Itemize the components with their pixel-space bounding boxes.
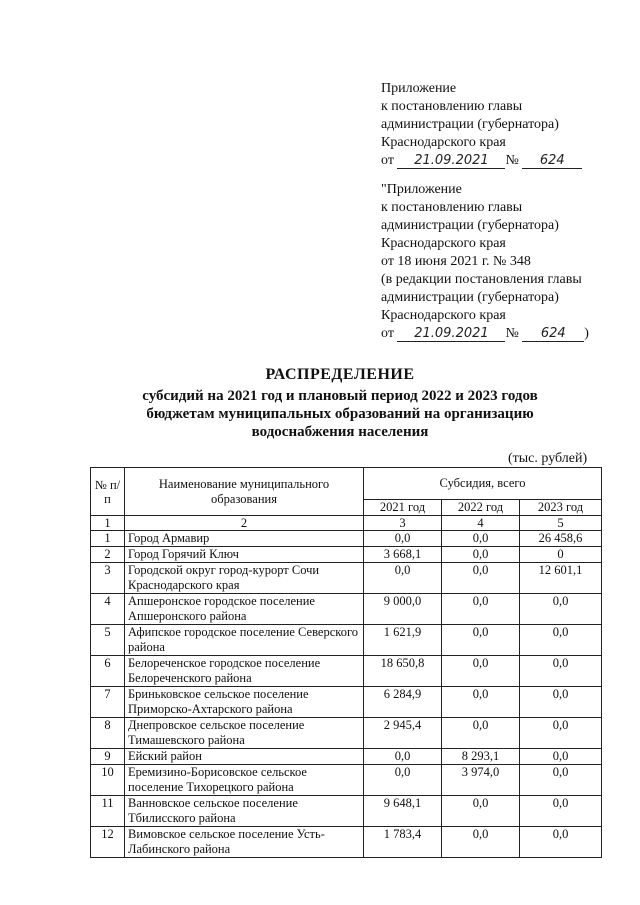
row-name: Городской округ город-курорт Сочи Краснодарского края bbox=[125, 563, 364, 594]
value-2023: 0,0 bbox=[520, 718, 602, 749]
table-row bbox=[91, 594, 602, 625]
row-number: 6 bbox=[91, 656, 125, 687]
header-year-2021: 2021 год bbox=[364, 500, 442, 516]
row-name: Еремизино-Борисовское сельское поселение Тихорецкого района bbox=[125, 765, 364, 796]
header-num: № п/п bbox=[91, 468, 125, 516]
appendix-line: Краснодарского края bbox=[381, 308, 506, 323]
appendix-line: Краснодарского края bbox=[381, 135, 506, 150]
appendix-header bbox=[381, 80, 582, 170]
subtitle-line: бюджетам муниципальных образований на организацию bbox=[146, 406, 534, 422]
value-2022: 0,0 bbox=[442, 563, 520, 594]
column-number-row bbox=[91, 516, 602, 531]
value-2021: 0,0 bbox=[364, 563, 442, 594]
value-2022: 0,0 bbox=[442, 796, 520, 827]
document-title: РАСПРЕДЕЛЕНИЕ bbox=[265, 366, 415, 383]
appendix-date-line bbox=[381, 152, 582, 170]
column-number: 5 bbox=[520, 516, 602, 531]
header-name: Наименование муниципального образования bbox=[125, 468, 364, 516]
value-2021: 9 648,1 bbox=[364, 796, 442, 827]
row-number: 10 bbox=[91, 765, 125, 796]
value-2022: 0,0 bbox=[442, 687, 520, 718]
table-row bbox=[91, 625, 602, 656]
value-2021: 1 621,9 bbox=[364, 625, 442, 656]
value-2021: 2 945,4 bbox=[364, 718, 442, 749]
value-2022: 0,0 bbox=[442, 531, 520, 547]
row-number: 11 bbox=[91, 796, 125, 827]
from-label: от bbox=[381, 153, 394, 168]
value-2021: 0,0 bbox=[364, 749, 442, 765]
row-name: Ейский район bbox=[125, 749, 364, 765]
row-number: 9 bbox=[91, 749, 125, 765]
handwritten-number: 624 bbox=[522, 154, 582, 169]
table-row bbox=[91, 827, 602, 858]
subtitle-line: водоснабжения населения bbox=[251, 424, 429, 440]
subsidy-table bbox=[90, 467, 602, 858]
value-2021: 6 284,9 bbox=[364, 687, 442, 718]
value-2021: 0,0 bbox=[364, 765, 442, 796]
value-2022: 0,0 bbox=[442, 547, 520, 563]
from-label: от bbox=[381, 326, 394, 341]
appendix-line: администрации (губернатора) bbox=[381, 290, 559, 305]
appendix-line: администрации (губернатора) bbox=[381, 117, 559, 132]
value-2022: 0,0 bbox=[442, 594, 520, 625]
appendix-line: администрации (губернатора) bbox=[381, 218, 559, 233]
row-name: Ванновское сельское поселение Тбилисского района bbox=[125, 796, 364, 827]
table-row bbox=[91, 796, 602, 827]
table-row bbox=[91, 765, 602, 796]
appendix-line: к постановлению главы bbox=[381, 99, 523, 114]
row-number: 4 bbox=[91, 594, 125, 625]
table-row bbox=[91, 547, 602, 563]
value-2022: 0,0 bbox=[442, 718, 520, 749]
appendix-quoted-header bbox=[381, 181, 589, 343]
value-2022: 0,0 bbox=[442, 827, 520, 858]
number-label: № bbox=[505, 153, 519, 168]
appendix-line: от 18 июня 2021 г. № 348 bbox=[381, 254, 531, 269]
table-row bbox=[91, 563, 602, 594]
row-number: 8 bbox=[91, 718, 125, 749]
value-2021: 0,0 bbox=[364, 531, 442, 547]
value-2021: 18 650,8 bbox=[364, 656, 442, 687]
number-label: № bbox=[505, 326, 519, 341]
handwritten-date: 21.09.2021 bbox=[397, 154, 505, 169]
appendix-line: Краснодарского края bbox=[381, 236, 506, 251]
appendix-line: к постановлению главы bbox=[381, 200, 523, 215]
value-2023: 0,0 bbox=[520, 749, 602, 765]
value-2023: 0,0 bbox=[520, 594, 602, 625]
table-row bbox=[91, 687, 602, 718]
row-name: Вимовское сельское поселение Усть-Лабинского района bbox=[125, 827, 364, 858]
handwritten-number: 624 bbox=[522, 327, 584, 342]
value-2022: 8 293,1 bbox=[442, 749, 520, 765]
row-number: 12 bbox=[91, 827, 125, 858]
subtitle-line: субсидий на 2021 год и плановый период 2022 и 2023 годов bbox=[142, 388, 538, 404]
value-2023: 0,0 bbox=[520, 827, 602, 858]
row-name: Афипское городское поселение Северского района bbox=[125, 625, 364, 656]
value-2021: 3 668,1 bbox=[364, 547, 442, 563]
row-name: Город Армавир bbox=[125, 531, 364, 547]
handwritten-date: 21.09.2021 bbox=[397, 327, 505, 342]
appendix-date-line bbox=[381, 325, 589, 343]
value-2023: 0,0 bbox=[520, 656, 602, 687]
value-2023: 0,0 bbox=[520, 765, 602, 796]
appendix-line: (в редакции постановления главы bbox=[381, 272, 582, 287]
row-number: 2 bbox=[91, 547, 125, 563]
row-name: Апшеронское городское поселение Апшеронского района bbox=[125, 594, 364, 625]
value-2022: 3 974,0 bbox=[442, 765, 520, 796]
row-name: Днепровское сельское поселение Тимашевского района bbox=[125, 718, 364, 749]
row-number: 7 bbox=[91, 687, 125, 718]
row-name: Бриньковское сельское поселение Приморско-Ахтарского района bbox=[125, 687, 364, 718]
value-2021: 1 783,4 bbox=[364, 827, 442, 858]
table-row bbox=[91, 749, 602, 765]
value-2023: 0,0 bbox=[520, 796, 602, 827]
column-number: 3 bbox=[364, 516, 442, 531]
header-subsidy: Субсидия, всего bbox=[364, 468, 602, 500]
value-2023: 0,0 bbox=[520, 625, 602, 656]
row-number: 3 bbox=[91, 563, 125, 594]
table-row bbox=[91, 718, 602, 749]
appendix-line: Приложение bbox=[381, 81, 457, 96]
column-number: 4 bbox=[442, 516, 520, 531]
row-number: 5 bbox=[91, 625, 125, 656]
value-2021: 9 000,0 bbox=[364, 594, 442, 625]
table-row bbox=[91, 656, 602, 687]
column-number: 2 bbox=[125, 516, 364, 531]
value-2023: 0,0 bbox=[520, 687, 602, 718]
document-subtitle bbox=[40, 387, 640, 441]
closing-paren: ) bbox=[584, 326, 589, 341]
column-number: 1 bbox=[91, 516, 125, 531]
value-2023: 0 bbox=[520, 547, 602, 563]
value-2022: 0,0 bbox=[442, 656, 520, 687]
row-name: Город Горячий Ключ bbox=[125, 547, 364, 563]
value-2023: 26 458,6 bbox=[520, 531, 602, 547]
units-label: (тыс. рублей) bbox=[508, 451, 588, 466]
header-year-2023: 2023 год bbox=[520, 500, 602, 516]
value-2022: 0,0 bbox=[442, 625, 520, 656]
table-row bbox=[91, 531, 602, 547]
value-2023: 12 601,1 bbox=[520, 563, 602, 594]
header-year-2022: 2022 год bbox=[442, 500, 520, 516]
row-name: Белореченское городское поселение Белореченского района bbox=[125, 656, 364, 687]
row-number: 1 bbox=[91, 531, 125, 547]
appendix-line: "Приложение bbox=[381, 182, 462, 197]
